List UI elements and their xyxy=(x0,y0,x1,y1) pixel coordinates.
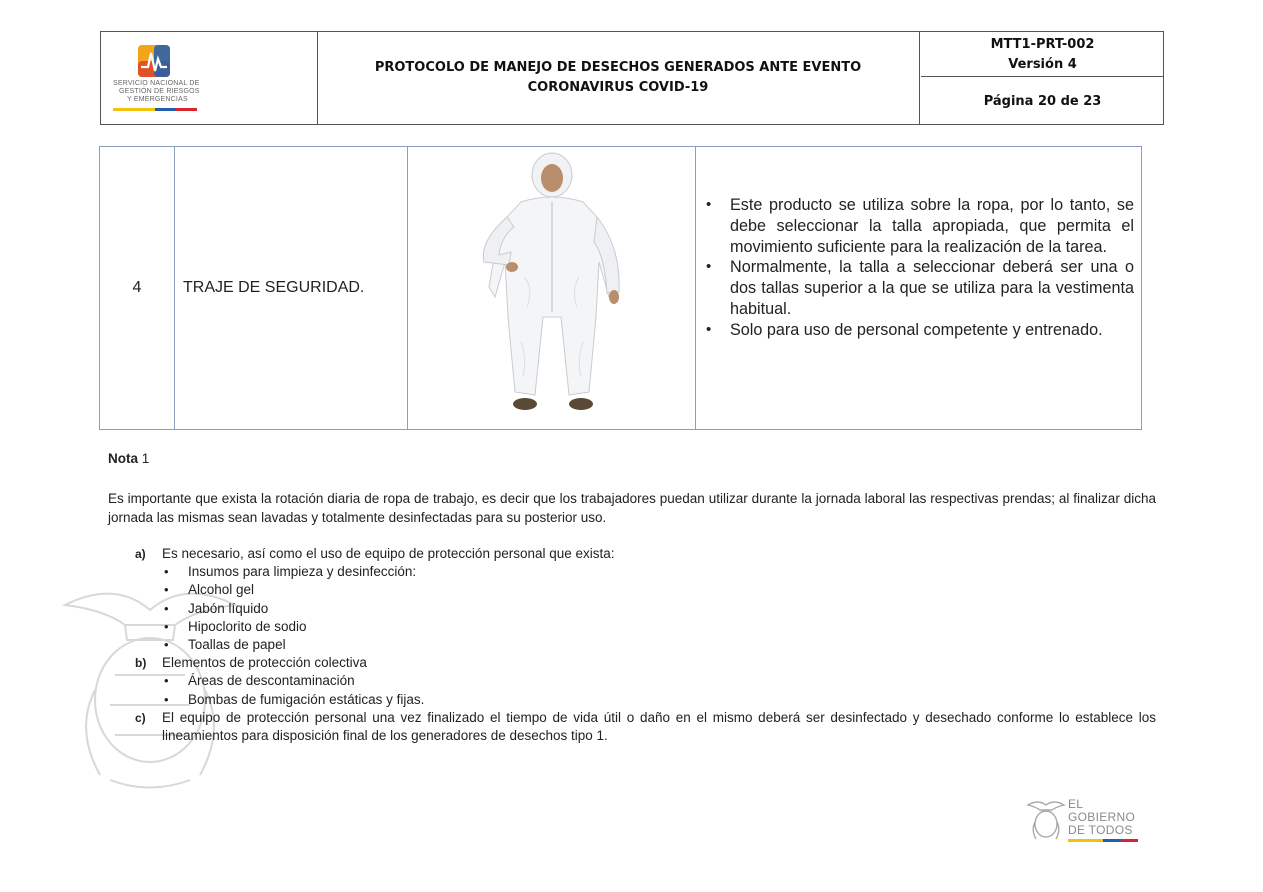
document-header xyxy=(100,31,1164,125)
list-subitem: • Alcohol gel xyxy=(108,581,1156,599)
list-item-a: a) Es necesario, así como el uso de equipo de protección personal que exista: xyxy=(135,546,615,561)
requirements-list xyxy=(108,545,1156,745)
list-subitem: • Hipoclorito de sodio xyxy=(108,618,1156,636)
description-list xyxy=(706,195,1134,341)
list-subitem: • Toallas de papel xyxy=(108,636,1156,654)
gobierno-logo xyxy=(1026,797,1146,845)
list-subitem: • Áreas de descontaminación xyxy=(108,672,1156,690)
note-heading: Nota 1 xyxy=(108,451,150,466)
list-item-b: b) Elementos de protección colectiva xyxy=(135,655,367,671)
document-title: PROTOCOLO DE MANEJO DE DESECHOS GENERADOS ANTE EVENTO CORONAVIRUS COVID-19 xyxy=(317,32,920,124)
gobierno-emblem-icon xyxy=(1026,797,1066,843)
gobierno-line: DE TODOS xyxy=(1068,823,1133,837)
row-description xyxy=(696,147,1142,429)
logo-flag-stripe xyxy=(113,108,197,111)
list-item-c: c) El equipo de protección personal una vez finalizado el tiempo de vida útil o daño en el mismo deberá ser desinfectado y desechado conforme lo establece los lineamientos para disposición final de los generadores de desechos tipo 1. xyxy=(135,709,1156,744)
list-subitem: • Insumos para limpieza y desinfección: xyxy=(108,563,1156,581)
document-version: Versión 4 xyxy=(1008,57,1077,72)
row-name: TRAJE DE SEGURIDAD. xyxy=(175,147,408,429)
note-paragraph: Es importante que exista la rotación diaria de ropa de trabajo, es decir que los trabajadores puedan utilizar durante la jornada laboral las respectivas prendas; al finalizar dicha jornada las mismas sean lavadas y totalmente desinfectadas para su posterior uso. xyxy=(108,491,1156,525)
gobierno-line: GOBIERNO xyxy=(1068,810,1136,824)
page-number: Página 20 de 23 xyxy=(983,93,1102,109)
code-version xyxy=(921,32,1164,77)
equipment-table xyxy=(99,146,1142,430)
logo-text: SERVICIO NACIONAL DE GESTIÓN DE RIESGOS Y EMERGENCIAS xyxy=(113,80,200,103)
description-item: • Este producto se utiliza sobre la ropa, por lo tanto, se debe seleccionar la talla apropiada, que permita el movimiento suficiente para la realización de la tarea. xyxy=(706,195,1134,257)
document-meta xyxy=(921,32,1164,124)
snr-logo-icon xyxy=(138,45,170,77)
row-number: 4 xyxy=(100,147,175,429)
gobierno-flag-stripe xyxy=(1068,839,1138,842)
description-item: • Normalmente, la talla a seleccionar deberá ser una o dos tallas superior a la que se utiliza para la vestimenta habitual. xyxy=(706,257,1134,319)
protective-suit-illustration xyxy=(409,147,695,429)
list-subitem: • Bombas de fumigación estáticas y fijas. xyxy=(108,691,1156,709)
protective-suit-image xyxy=(409,147,696,429)
gobierno-line: EL xyxy=(1068,797,1084,811)
description-item: • Solo para uso de personal competente y entrenado. xyxy=(706,320,1134,341)
list-subitem: • Jabón líquido xyxy=(108,600,1156,618)
document-code: MTT1-PRT-002 xyxy=(990,37,1095,52)
logo-cell xyxy=(101,32,318,124)
